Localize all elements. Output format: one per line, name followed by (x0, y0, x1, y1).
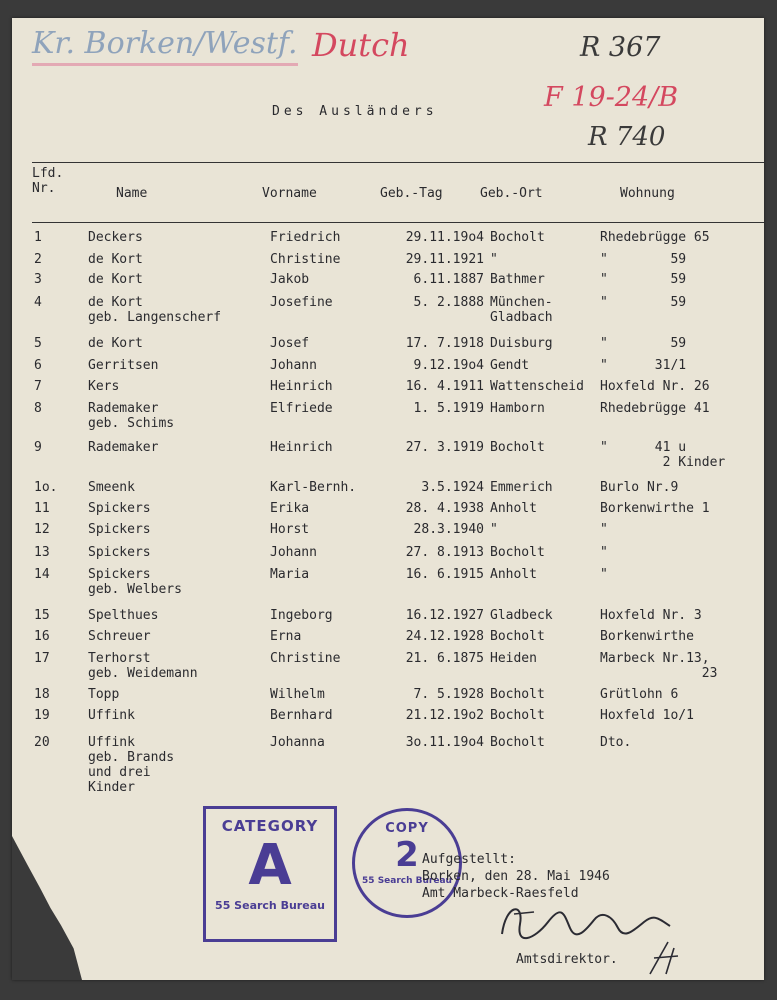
row-birth-date: 21. 6.1875 (405, 651, 484, 666)
row-birth-date: 28. 4.1938 (405, 501, 484, 516)
row-birth-place: Bocholt (490, 440, 545, 455)
row-residence: Grütlohn 6 (600, 687, 679, 702)
row-number: 8 (34, 401, 42, 416)
footer-office: Amt Marbeck-Raesfeld (422, 886, 579, 901)
row-residence: " 59 (600, 336, 687, 351)
row-vorname: Friedrich (270, 230, 341, 245)
row-name: Spickers (88, 501, 151, 516)
row-birth-date: 16. 4.1911 (405, 379, 484, 394)
row-birth-date: 5. 2.1888 (413, 295, 484, 310)
row-birth-date: 17. 7.1918 (405, 336, 484, 351)
row-number: 9 (34, 440, 42, 455)
row-number: 7 (34, 379, 42, 394)
row-birth-date: 6.11.1887 (413, 272, 484, 287)
footer-place-date: Borken, den 28. Mai 1946 (422, 869, 610, 884)
row-name: Rademaker (88, 440, 159, 455)
row-name: Spickers geb. Welbers (88, 567, 182, 597)
row-vorname: Johanna (270, 735, 325, 750)
row-name: Uffink geb. Brands und drei Kinder (88, 735, 175, 795)
row-vorname: Erna (270, 629, 302, 644)
row-residence: " (600, 545, 608, 560)
row-vorname: Wilhelm (270, 687, 325, 702)
row-birth-place: Anholt (490, 501, 537, 516)
row-name: Spelthues (88, 608, 159, 623)
row-residence: Dto. (600, 735, 632, 750)
row-vorname: Ingeborg (270, 608, 333, 623)
row-birth-date: 27. 8.1913 (405, 545, 484, 560)
row-number: 14 (34, 567, 50, 582)
row-number: 16 (34, 629, 50, 644)
row-name: Spickers (88, 545, 151, 560)
row-name: Terhorst geb. Weidemann (88, 651, 198, 681)
row-birth-date: 3.5.1924 (421, 480, 484, 495)
row-name: Schreuer (88, 629, 151, 644)
torn-edge (12, 836, 82, 980)
row-residence: Hoxfeld Nr. 26 (600, 379, 710, 394)
row-birth-place: Bocholt (490, 735, 545, 750)
row-residence: Borkenwirthe (600, 629, 694, 644)
row-name: de Kort (88, 272, 143, 287)
row-birth-date: 21.12.19o2 (405, 708, 484, 723)
row-number: 1 (34, 230, 42, 245)
district-annotation: Kr. Borken/Westf. (32, 26, 298, 66)
column-header-geb-tag: Geb.-Tag (380, 186, 443, 201)
row-name: Gerritsen (88, 358, 159, 373)
copy-stamp-label: COPY (385, 821, 429, 836)
row-name: de Kort geb. Langenscherf (88, 295, 222, 325)
row-vorname: Josef (270, 336, 310, 351)
row-number: 20 (34, 735, 50, 750)
header-rule-bottom (32, 222, 764, 223)
row-birth-place: Duisburg (490, 336, 553, 351)
row-vorname: Jakob (270, 272, 310, 287)
row-number: 17 (34, 651, 50, 666)
row-birth-place: Anholt (490, 567, 537, 582)
row-name: Deckers (88, 230, 143, 245)
document-title: Des Ausländers (272, 104, 438, 119)
row-birth-date: 29.11.19o4 (405, 230, 484, 245)
row-residence: " (600, 567, 608, 582)
row-birth-place: " (490, 522, 498, 537)
reference-annotation-2: F 19-24/B (544, 82, 679, 113)
row-residence: Marbeck Nr.13, 23 (600, 651, 718, 681)
row-vorname: Erika (270, 501, 310, 516)
row-birth-date: 16.12.1927 (405, 608, 484, 623)
row-residence: Hoxfeld Nr. 3 (600, 608, 702, 623)
row-birth-place: " (490, 252, 498, 267)
row-birth-date: 24.12.1928 (405, 629, 484, 644)
category-stamp-label: CATEGORY (221, 817, 319, 835)
row-residence: Burlo Nr.9 (600, 480, 679, 495)
row-birth-date: 28.3.1940 (413, 522, 484, 537)
row-birth-place: Bocholt (490, 687, 545, 702)
row-name: de Kort (88, 252, 143, 267)
row-birth-place: Bocholt (490, 545, 545, 560)
row-residence: " 59 (600, 272, 687, 287)
row-birth-place: Bocholt (490, 708, 545, 723)
nationality-annotation: Dutch (312, 26, 410, 64)
row-number: 5 (34, 336, 42, 351)
footer-role: Amtsdirektor. (516, 952, 618, 967)
row-vorname: Josefine (270, 295, 333, 310)
row-birth-date: 9.12.19o4 (413, 358, 484, 373)
row-residence: Rhedebrügge 65 (600, 230, 710, 245)
document-page (12, 18, 764, 980)
row-vorname: Karl-Bernh. (270, 480, 357, 495)
row-birth-place: Gendt (490, 358, 530, 373)
copy-stamp-bureau: 55 Search Bureau (362, 876, 452, 886)
row-number: 11 (34, 501, 50, 516)
reference-annotation-1: R 367 (580, 32, 661, 63)
row-vorname: Horst (270, 522, 310, 537)
footer-prepared: Aufgestellt: (422, 852, 516, 867)
row-name: Smeenk (88, 480, 135, 495)
row-name: Kers (88, 379, 120, 394)
row-number: 4 (34, 295, 42, 310)
row-vorname: Bernhard (270, 708, 333, 723)
header-rule-top (32, 162, 764, 163)
row-vorname: Christine (270, 651, 341, 666)
row-residence: " 59 (600, 252, 687, 267)
row-birth-place: Emmerich (490, 480, 553, 495)
row-birth-date: 27. 3.1919 (405, 440, 484, 455)
row-vorname: Johann (270, 545, 317, 560)
row-residence: Borkenwirthe 1 (600, 501, 710, 516)
row-name: Rademaker geb. Schims (88, 401, 175, 431)
row-name: Topp (88, 687, 120, 702)
row-vorname: Heinrich (270, 379, 333, 394)
row-vorname: Elfriede (270, 401, 333, 416)
row-vorname: Maria (270, 567, 310, 582)
category-stamp-value: A (248, 833, 292, 898)
row-residence: " (600, 522, 608, 537)
row-birth-place: Hamborn (490, 401, 545, 416)
row-name: Spickers (88, 522, 151, 537)
row-birth-place: Bathmer (490, 272, 545, 287)
row-birth-date: 1. 5.1919 (413, 401, 484, 416)
column-header-geb-ort: Geb.-Ort (480, 186, 543, 201)
row-residence: " 31/1 (600, 358, 687, 373)
row-residence: " 59 (600, 295, 687, 310)
row-vorname: Christine (270, 252, 341, 267)
row-birth-place: Heiden (490, 651, 537, 666)
row-number: 18 (34, 687, 50, 702)
row-residence: " 41 u 2 Kinder (600, 440, 726, 470)
row-birth-date: 16. 6.1915 (405, 567, 484, 582)
row-residence: Rhedebrügge 41 (600, 401, 710, 416)
row-name: Uffink (88, 708, 135, 723)
column-header-name: Name (116, 186, 148, 201)
row-birth-date: 3o.11.19o4 (405, 735, 484, 750)
column-header-wohnung: Wohnung (620, 186, 675, 201)
row-number: 1o. (34, 480, 58, 495)
row-number: 13 (34, 545, 50, 560)
row-birth-date: 7. 5.1928 (413, 687, 484, 702)
copy-stamp-value: 2 (395, 835, 419, 875)
row-number: 19 (34, 708, 50, 723)
column-header-nr: Lfd. Nr. (32, 166, 64, 196)
column-header-vorname: Vorname (262, 186, 317, 201)
row-number: 6 (34, 358, 42, 373)
row-vorname: Heinrich (270, 440, 333, 455)
row-birth-place: Bocholt (490, 230, 545, 245)
row-number: 15 (34, 608, 50, 623)
category-stamp-bureau: 55 Search Bureau (215, 899, 325, 912)
row-number: 2 (34, 252, 42, 267)
row-birth-date: 29.11.1921 (405, 252, 484, 267)
row-residence: Hoxfeld 1o/1 (600, 708, 694, 723)
row-number: 12 (34, 522, 50, 537)
initials-mark (644, 938, 688, 978)
row-vorname: Johann (270, 358, 317, 373)
row-number: 3 (34, 272, 42, 287)
row-birth-place: München- Gladbach (490, 295, 553, 325)
row-name: de Kort (88, 336, 143, 351)
row-birth-place: Gladbeck (490, 608, 553, 623)
category-stamp (203, 806, 337, 942)
row-birth-place: Wattenscheid (490, 379, 584, 394)
row-birth-place: Bocholt (490, 629, 545, 644)
reference-annotation-3: R 740 (588, 122, 666, 152)
